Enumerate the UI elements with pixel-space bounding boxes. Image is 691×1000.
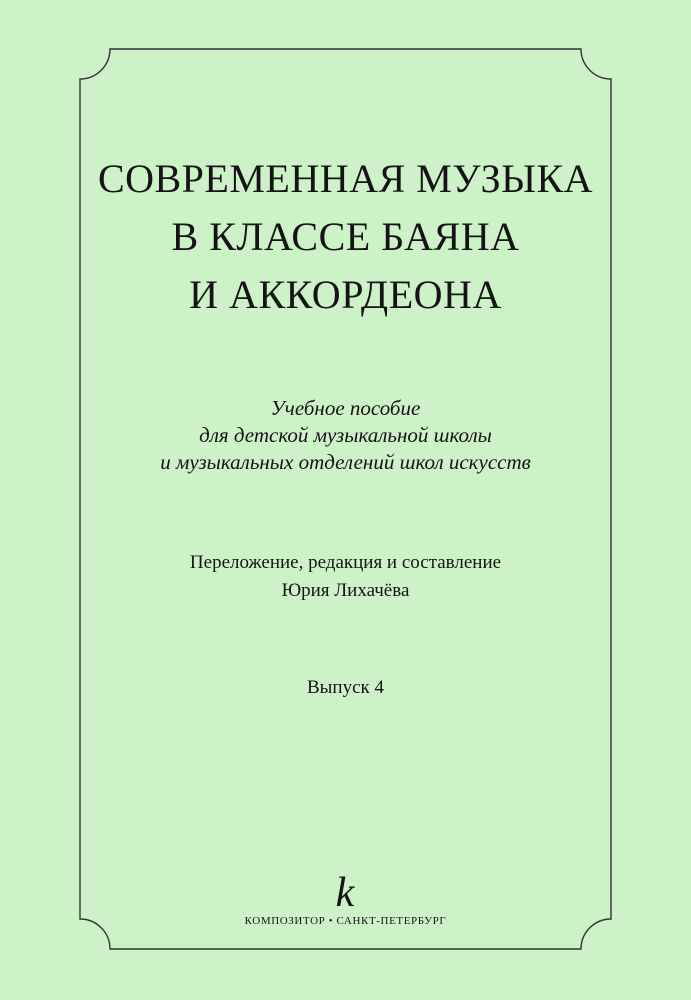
title-line-2: В КЛАССЕ БАЯНА: [171, 214, 520, 259]
editor-credit: [0, 549, 691, 605]
book-title: [0, 150, 691, 324]
title-line-3: И АККОРДЕОНА: [189, 272, 502, 317]
issue-number: Выпуск 4: [306, 677, 385, 698]
title-line-1: СОВРЕМЕННАЯ МУЗЫКА: [97, 156, 594, 201]
subtitle-line-2: для детской музыкальной школы: [199, 423, 492, 447]
editor-line-1: Переложение, редакция и составление: [189, 552, 502, 573]
publisher-name: КОМПОЗИТОР • САНКТ-ПЕТЕРБУРГ: [244, 915, 447, 927]
publisher-logo-icon: [320, 866, 370, 916]
subtitle-line-1: Учебное пособие: [270, 396, 421, 420]
editor-line-2: Юрия Лихачёва: [281, 580, 410, 601]
logo-letter: k: [335, 870, 355, 916]
subtitle-line-3: и музыкальных отделений школ искусств: [160, 450, 531, 474]
book-subtitle: [0, 395, 691, 476]
